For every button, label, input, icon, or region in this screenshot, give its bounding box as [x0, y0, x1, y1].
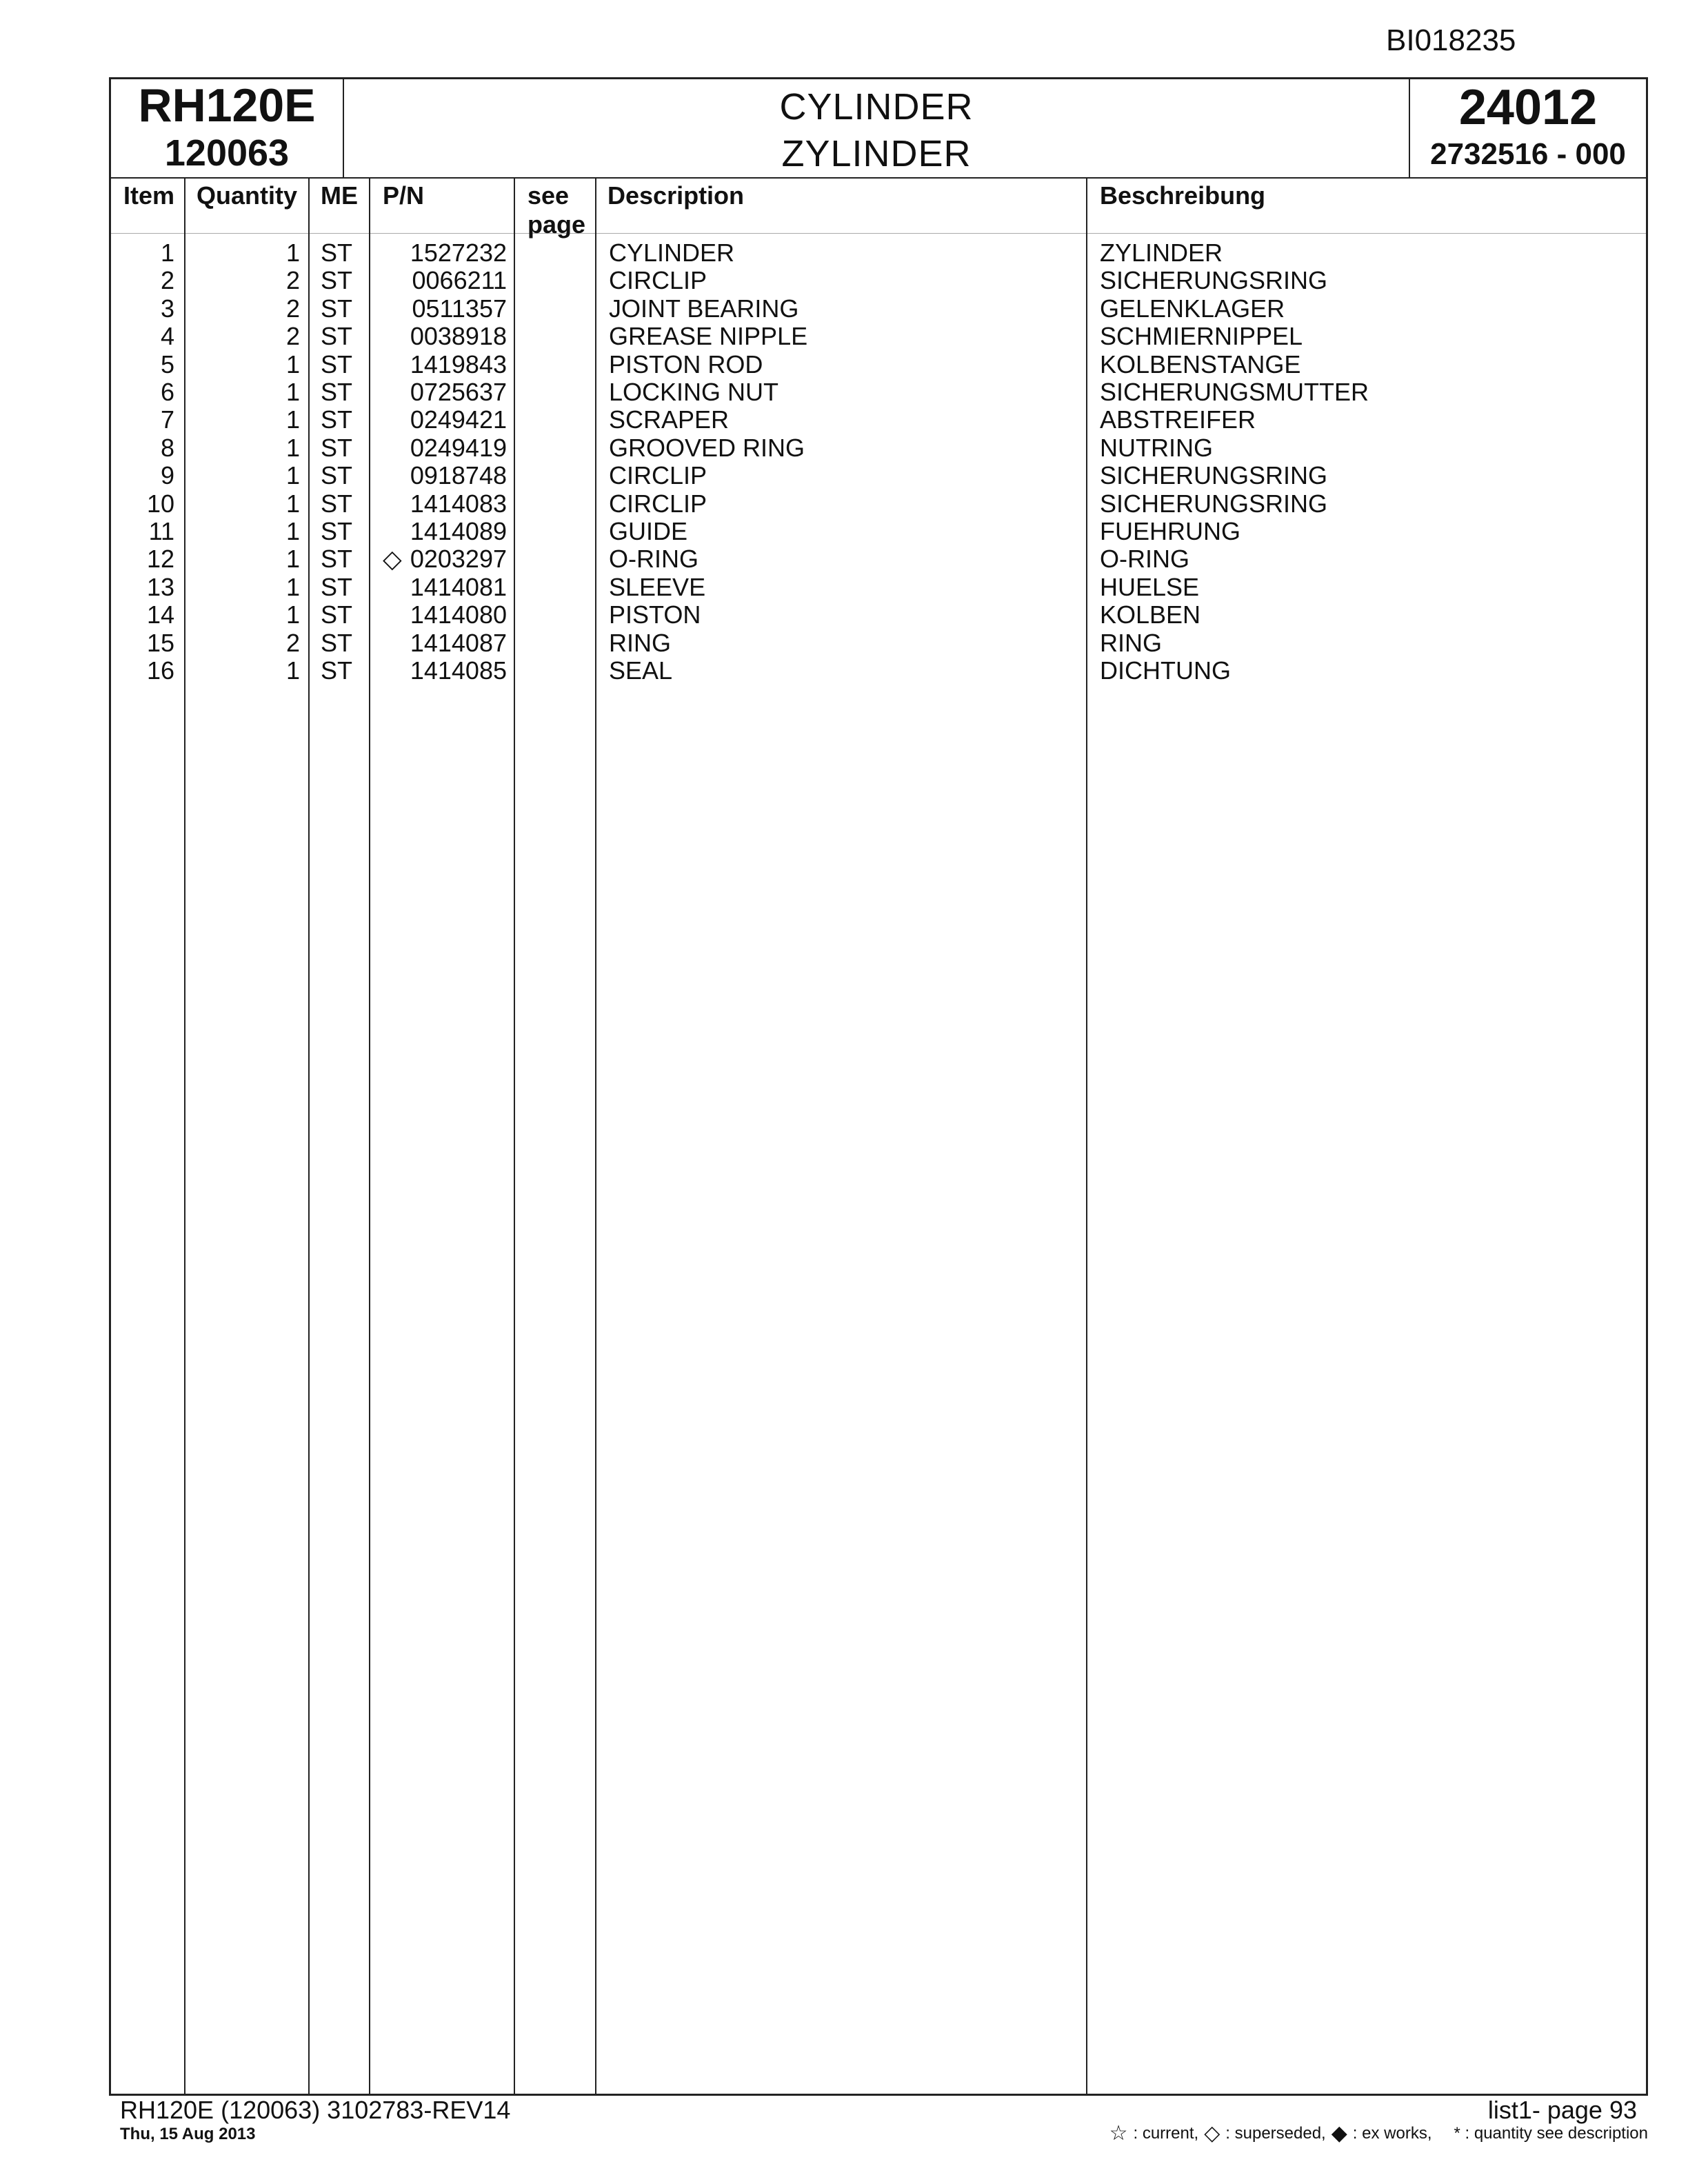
quantity: 2 [285, 266, 300, 295]
description: PISTON ROD [609, 350, 763, 378]
table-row [111, 351, 1646, 378]
unit: ST [321, 545, 353, 574]
part-number: 0203297 [410, 545, 507, 574]
legend-ex-works: : ex works, [1352, 2124, 1432, 2143]
symbol-legend [1109, 2123, 1648, 2144]
description: O-RING [609, 545, 699, 574]
quantity: 1 [285, 489, 300, 518]
header-group-box [1409, 79, 1646, 177]
beschreibung: ZYLINDER [1100, 239, 1223, 267]
quantity: 2 [285, 322, 300, 351]
item-number: 13 [146, 572, 174, 601]
description: GUIDE [609, 517, 688, 545]
diamond-filled-icon: ◆ [1331, 2122, 1347, 2145]
part-number: 0249419 [410, 433, 507, 462]
quantity: 1 [285, 378, 300, 406]
item-number: 7 [160, 405, 174, 434]
part-number: 0918748 [410, 461, 507, 490]
part-number: 1414089 [410, 517, 507, 545]
column-header-row [111, 177, 1646, 239]
table-row [111, 545, 1646, 573]
footer-page-number: list1- page 93 [1487, 2096, 1637, 2124]
beschreibung: SICHERUNGSRING [1100, 489, 1328, 518]
part-number: 0038918 [410, 322, 507, 351]
item-number: 4 [160, 322, 174, 351]
description: JOINT BEARING [609, 294, 799, 323]
part-number: 0725637 [410, 378, 507, 406]
unit: ST [321, 322, 353, 351]
description: CYLINDER [609, 239, 735, 267]
part-number: 1419843 [410, 350, 507, 378]
quantity: 1 [285, 656, 300, 685]
table-row [111, 295, 1646, 323]
description: CIRCLIP [609, 489, 707, 518]
unit: ST [321, 489, 353, 518]
item-number: 6 [160, 378, 174, 406]
item-number: 11 [148, 517, 174, 545]
unit: ST [321, 433, 353, 462]
footer-date: Thu, 15 Aug 2013 [120, 2125, 256, 2143]
col-head-see: see [528, 181, 570, 210]
beschreibung: KOLBEN [1100, 600, 1201, 629]
description: SEAL [609, 656, 673, 685]
document-id: BI018235 [1386, 23, 1516, 57]
quantity: 2 [285, 294, 300, 323]
table-row [111, 629, 1646, 657]
part-number: 1414081 [410, 572, 507, 601]
table-row [111, 323, 1646, 350]
col-head-see-page [528, 181, 585, 239]
beschreibung: SICHERUNGSRING [1100, 266, 1328, 295]
table-row [111, 267, 1646, 294]
unit: ST [321, 461, 353, 490]
group-number: 24012 [1458, 80, 1598, 135]
item-number: 1 [160, 239, 174, 267]
beschreibung: GELENKLAGER [1100, 294, 1285, 323]
table-row [111, 239, 1646, 267]
part-number: 1414080 [410, 600, 507, 629]
diamond-outline-icon: ◇ [1204, 2122, 1220, 2145]
title-german: ZYLINDER [781, 133, 972, 174]
part-number: 1414083 [410, 489, 507, 518]
quantity: 1 [285, 461, 300, 490]
quantity: 1 [285, 572, 300, 601]
unit: ST [321, 572, 353, 601]
model-name: RH120E [138, 79, 316, 132]
table-row [111, 574, 1646, 601]
unit: ST [321, 239, 353, 267]
description: GREASE NIPPLE [609, 322, 808, 351]
beschreibung: SICHERUNGSMUTTER [1100, 378, 1369, 406]
table-row [111, 601, 1646, 629]
part-number: 0066211 [412, 266, 507, 295]
beschreibung: FUEHRUNG [1100, 517, 1240, 545]
drawing-number: 2732516 - 000 [1430, 137, 1626, 171]
description: LOCKING NUT [609, 378, 779, 406]
table-row [111, 657, 1646, 685]
quantity: 1 [285, 239, 300, 267]
description: PISTON [609, 600, 701, 629]
item-number: 8 [160, 433, 174, 462]
table-row [111, 406, 1646, 434]
col-head-beschreibung: Beschreibung [1100, 181, 1266, 210]
description: CIRCLIP [609, 461, 707, 490]
item-number: 2 [160, 266, 174, 295]
unit: ST [321, 656, 353, 685]
table-row [111, 490, 1646, 518]
item-number: 12 [146, 545, 174, 574]
header-title-box [344, 79, 1409, 177]
description: SLEEVE [609, 572, 706, 601]
part-number: 0511357 [412, 294, 507, 323]
part-number: 1414087 [410, 628, 507, 657]
quantity: 1 [285, 350, 300, 378]
unit: ST [321, 517, 353, 545]
beschreibung: DICHTUNG [1100, 656, 1231, 685]
parts-list-frame [109, 77, 1648, 2096]
description: GROOVED RING [609, 433, 805, 462]
col-head-pn: P/N [383, 181, 425, 210]
unit: ST [321, 350, 353, 378]
col-head-me: ME [321, 181, 358, 210]
beschreibung: SCHMIERNIPPEL [1100, 322, 1303, 351]
quantity: 1 [285, 433, 300, 462]
beschreibung: RING [1100, 628, 1162, 657]
description: RING [609, 628, 671, 657]
quantity: 1 [285, 405, 300, 434]
beschreibung: O-RING [1100, 545, 1189, 574]
unit: ST [321, 266, 353, 295]
header-model-box [111, 79, 344, 177]
col-head-item: Item [123, 181, 175, 210]
item-number: 3 [160, 294, 174, 323]
beschreibung: HUELSE [1100, 572, 1200, 601]
part-number: 0249421 [410, 405, 507, 434]
star-icon: ☆ [1109, 2122, 1128, 2145]
col-head-description: Description [607, 181, 745, 210]
quantity: 1 [285, 545, 300, 574]
part-number: 1527232 [410, 239, 507, 267]
table-row [111, 378, 1646, 406]
title-english: CYLINDER [779, 86, 974, 128]
unit: ST [321, 600, 353, 629]
legend-superseded: : superseded, [1225, 2124, 1326, 2143]
table-row [111, 518, 1646, 545]
item-number: 14 [146, 600, 174, 629]
item-number: 10 [146, 489, 174, 518]
quantity: 2 [285, 628, 300, 657]
legend-current: : current, [1133, 2124, 1199, 2143]
description: CIRCLIP [609, 266, 707, 295]
col-head-page: page [528, 210, 586, 239]
item-number: 15 [146, 628, 174, 657]
beschreibung: ABSTREIFER [1100, 405, 1256, 434]
unit: ST [321, 378, 353, 406]
item-number: 5 [160, 350, 174, 378]
beschreibung: KOLBENSTANGE [1100, 350, 1301, 378]
beschreibung: SICHERUNGSRING [1100, 461, 1328, 490]
unit: ST [321, 294, 353, 323]
description: SCRAPER [609, 405, 730, 434]
beschreibung: NUTRING [1100, 433, 1213, 462]
unit: ST [321, 628, 353, 657]
status-symbol: ◇ [383, 545, 402, 574]
item-number: 9 [160, 461, 174, 490]
unit: ST [321, 405, 353, 434]
table-row [111, 462, 1646, 489]
col-head-quantity: Quantity [197, 181, 298, 210]
table-row [111, 434, 1646, 462]
item-number: 16 [146, 656, 174, 685]
quantity: 1 [285, 600, 300, 629]
legend-quantity: * : quantity see description [1454, 2124, 1648, 2143]
part-number: 1414085 [410, 656, 507, 685]
serial-number: 120063 [164, 132, 290, 174]
quantity: 1 [285, 517, 300, 545]
footer-reference: RH120E (120063) 3102783-REV14 [120, 2096, 511, 2124]
